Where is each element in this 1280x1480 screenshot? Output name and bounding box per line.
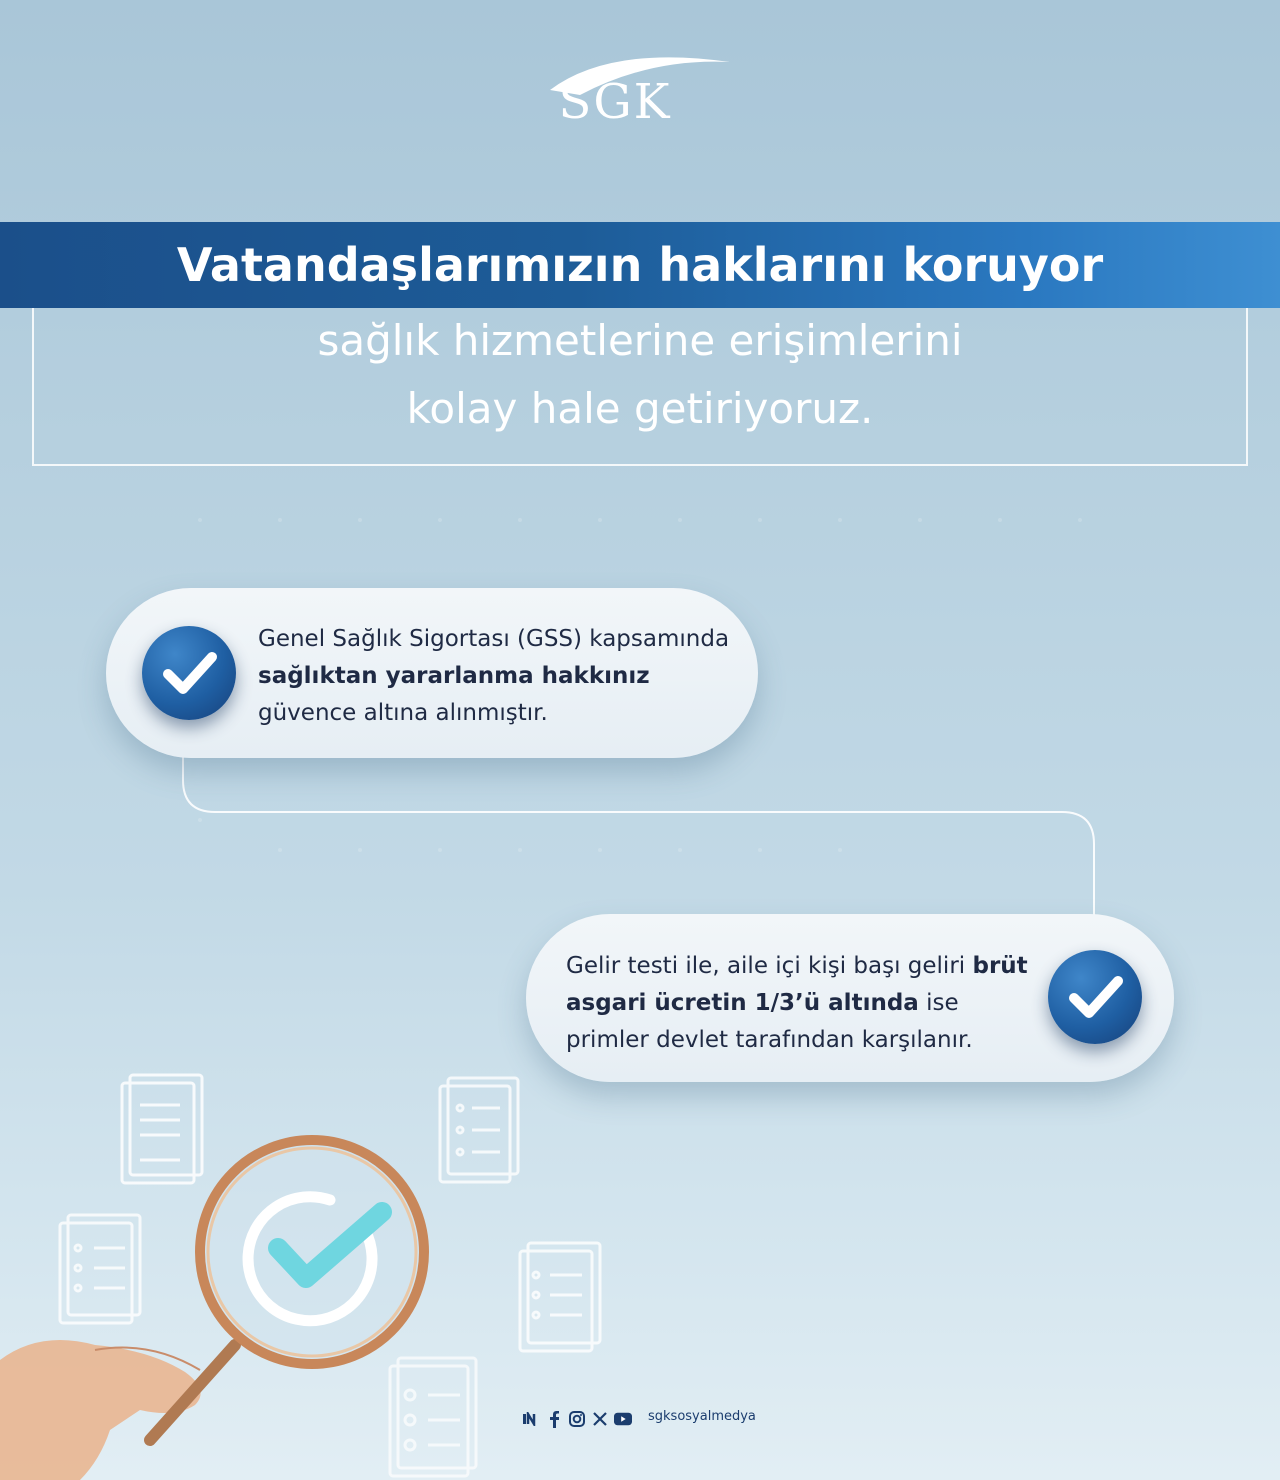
card-text-part: Gelir testi ile, aile içi kişi başı geliri	[566, 953, 973, 979]
x-icon[interactable]	[591, 1410, 609, 1428]
logo-text: SGK	[558, 74, 672, 130]
sgk-logo	[540, 50, 740, 150]
instagram-icon[interactable]	[568, 1410, 586, 1428]
document-icon	[390, 1358, 476, 1476]
checkmark-icon	[142, 626, 236, 720]
page-title: Vatandaşlarımızın haklarını koruyor	[176, 238, 1104, 292]
card-text-highlight: sağlıktan yararlanma hakkınız	[258, 663, 650, 689]
magnifier-icon	[200, 1140, 424, 1364]
subtitle-line-1: sağlık hizmetlerine erişimlerini	[317, 316, 963, 365]
subtitle-line-2: kolay hale getiriyoruz.	[406, 384, 874, 433]
card-text-income-test	[566, 948, 1046, 1059]
header-band	[0, 222, 1280, 308]
checkmark-icon	[1048, 950, 1142, 1044]
document-icon	[122, 1075, 202, 1183]
document-icon	[60, 1215, 140, 1323]
social-handle[interactable]: sgksosyalmedya	[648, 1409, 756, 1424]
check-badge	[1048, 950, 1142, 1044]
youtube-icon[interactable]	[614, 1410, 632, 1428]
document-icon	[440, 1078, 518, 1182]
document-icon	[520, 1243, 600, 1351]
card-text-part: Genel Sağlık Sigortası (GSS) kapsamında	[258, 626, 730, 652]
card-text-part: ise primler devlet tarafından karşılanır.	[566, 990, 973, 1053]
facebook-icon[interactable]	[545, 1410, 563, 1428]
card-text-part: güvence altına alınmıştır.	[258, 700, 548, 726]
check-badge	[142, 626, 236, 720]
card-text-highlight: brüt asgari ücretin 1/3’ü altında	[566, 953, 1028, 1016]
nsosyal-icon[interactable]	[522, 1410, 540, 1428]
social-icons	[522, 1406, 632, 1432]
card-text-gss	[258, 621, 738, 732]
